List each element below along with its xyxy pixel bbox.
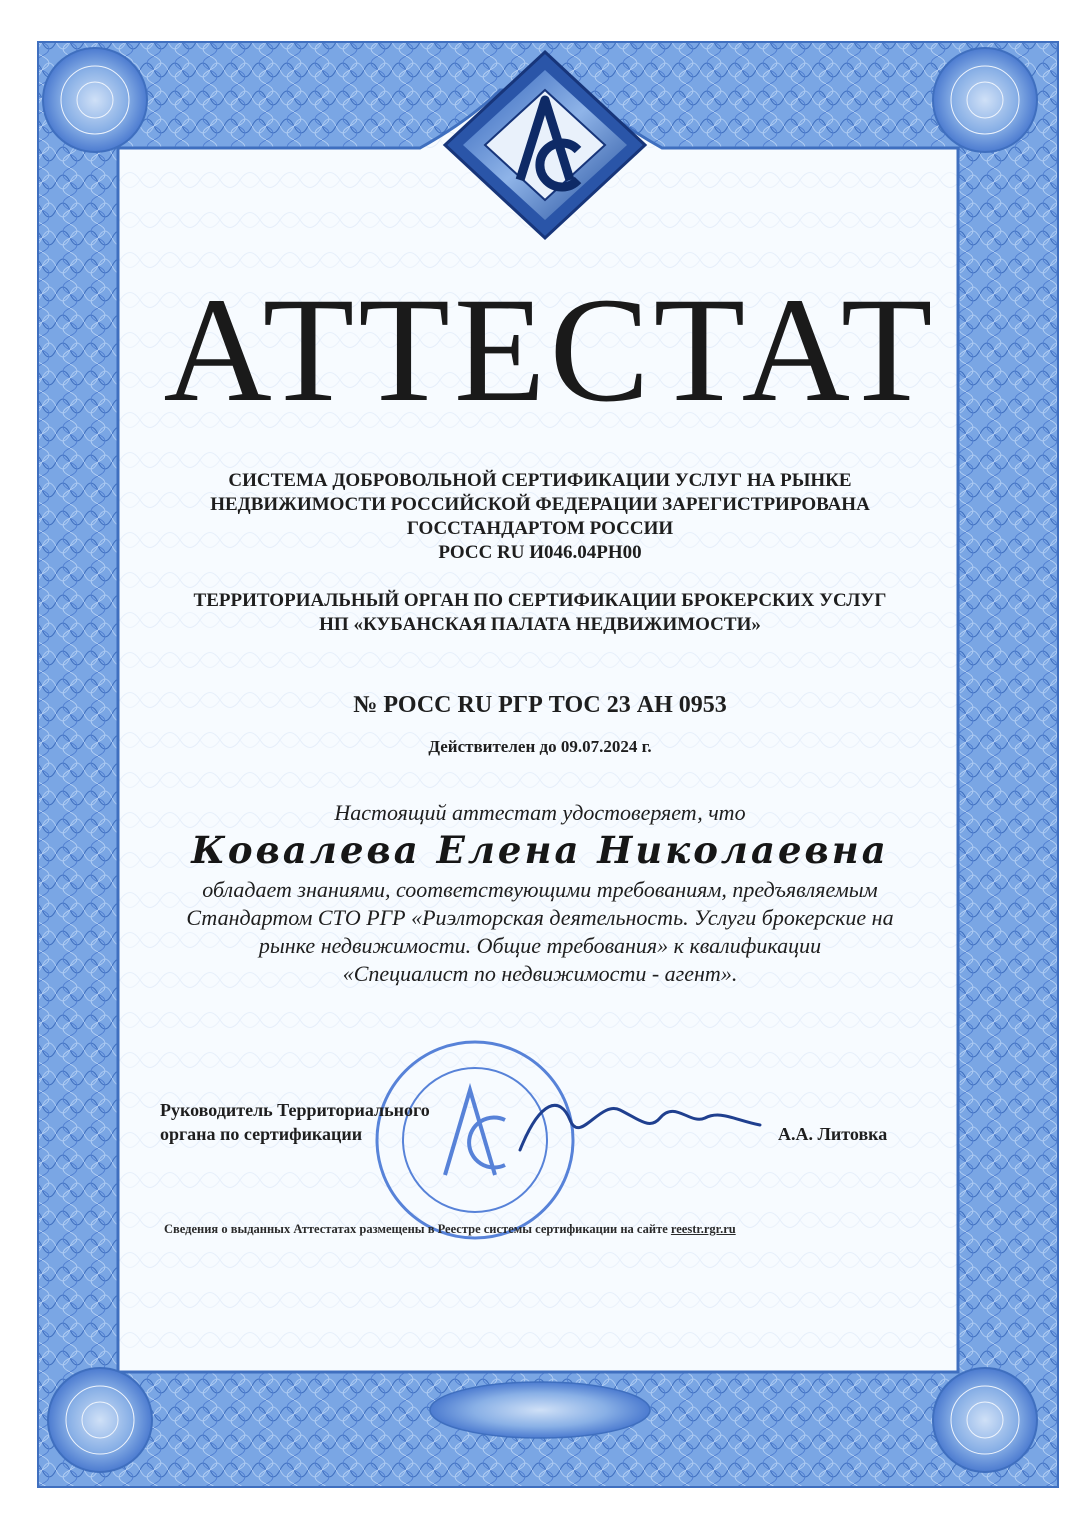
organ-line-1: ТЕРРИТОРИАЛЬНЫЙ ОРГАН ПО СЕРТИФИКАЦИИ БРОКЕРСКИХ УСЛУГ — [193, 590, 887, 611]
organ-line-2: НП «КУБАНСКАЯ ПАЛАТА НЕДВИЖИМОСТИ» — [319, 614, 761, 635]
head-title-line-2: органа по сертификации — [160, 1124, 363, 1144]
system-registration-number: РОСС RU И046.04РН00 — [438, 542, 642, 563]
qualification-line-4: «Специалист по недвижимости - агент». — [342, 961, 738, 986]
qualification-line-3: рынке недвижимости. Общие требования» к квалификации — [258, 933, 822, 958]
corner-rosette-top-right — [933, 48, 1037, 152]
corner-rosette-top-left — [43, 48, 147, 152]
system-line-1: СИСТЕМА ДОБРОВОЛЬНОЙ СЕРТИФИКАЦИИ УСЛУГ НА РЫНКЕ — [228, 470, 852, 491]
certificate-number: № РОСС RU РГР ТОС 23 АН 0953 — [353, 692, 727, 718]
system-line-2: НЕДВИЖИМОСТИ РОССИЙСКОЙ ФЕДЕРАЦИИ ЗАРЕГИСТРИРОВАНА — [210, 494, 870, 515]
corner-rosette-bottom-right — [933, 1368, 1037, 1472]
qualification-line-2: Стандартом СТО РГР «Риэлторская деятельность. Услуги брокерские на — [186, 905, 894, 930]
footer-text: Сведения о выданных Аттестатах размещены в Реестре системы сертификации на сайте — [164, 1222, 671, 1236]
holder-name: Ковалева Елена Николаевна — [191, 828, 889, 872]
certificate-title: АТТЕСТАТ — [163, 267, 937, 433]
head-title-line-1: Руководитель Территориального — [160, 1100, 430, 1120]
intro-text: Настоящий аттестат удостоверяет, что — [334, 800, 746, 825]
system-line-3: ГОССТАНДАРТОМ РОССИИ — [406, 518, 674, 539]
signer-name: А.А. Литовка — [778, 1124, 888, 1144]
corner-rosette-bottom-left — [48, 1368, 152, 1472]
registry-footer — [164, 1222, 736, 1237]
registry-link[interactable]: reestr.rgr.ru — [670, 1222, 736, 1236]
qualification-line-1: обладает знаниями, соответствующими требованиям, предъявляемым — [202, 877, 878, 902]
bottom-ornament — [430, 1382, 650, 1438]
validity-date: Действителен до 09.07.2024 г. — [428, 737, 652, 756]
